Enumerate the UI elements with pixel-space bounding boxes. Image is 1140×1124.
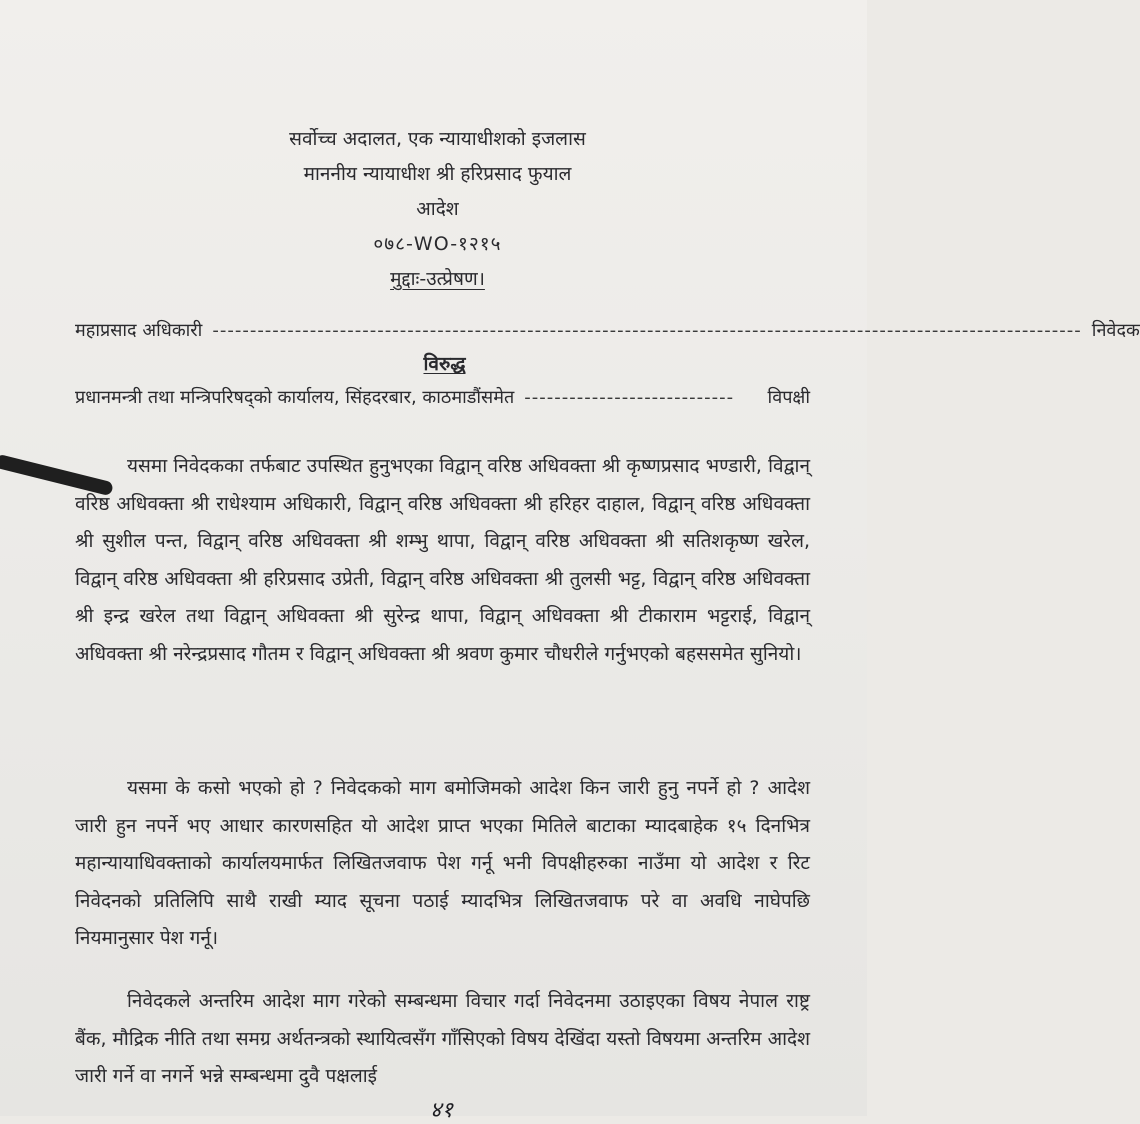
order-header <box>0 122 867 297</box>
paragraph-order: यसमा के कसो भएको हो ? निवेदकको माग बमोजिमको आदेश किन जारी हुनु नपर्ने हो ? आदेश जारी हुन नपर्ने भए आधार कारणसहित यो आदेश प्राप्त भएका मितिले बाटाका म्यादबाहेक १५ दिनभित्र महान्यायाधिवक्ताको कार्यालयमार्फत लिखितजवाफ पेश गर्नू भनी विपक्षीहरुका नाउँमा यो आदेश र रिट निवेदनको प्रतिलिपि साथै राखी म्याद सूचना पठाई म्यादभित्र लिखितजवाफ परे वा अवधि नाघेपछि नियमानुसार पेश गर्नू। <box>75 777 810 949</box>
respondent-name: प्रधानमन्त्री तथा मन्त्रिपरिषद्को कार्यालय, सिंहदरबार, काठमाडौंसमेत <box>75 387 515 408</box>
handwritten-page-number: ४१ <box>430 1098 453 1123</box>
respondent-role: विपक्षी <box>767 387 810 408</box>
versus-heading <box>0 350 867 376</box>
petitioner-dashes: -------------------------------------------------------------------------------------------------------------------- <box>212 320 1082 341</box>
respondent-dashes: ---------------------------- <box>524 387 735 408</box>
petitioner-row <box>75 318 1140 342</box>
court-name: सर्वोच्च अदालत, एक न्यायाधीशको इजलास <box>289 128 586 150</box>
order-title: आदेश <box>416 198 459 220</box>
petitioner-name: महाप्रसाद अधिकारी <box>75 320 203 341</box>
paragraph-interim: निवेदकले अन्तरिम आदेश माग गरेको सम्बन्धमा विचार गर्दा निवेदनमा उठाइएका विषय नेपाल राष्ट्र बैंक, मौद्रिक नीति तथा समग्र अर्थतन्त्रको स्थायित्वसँग गाँसिएको विषय देखिंदा यस्तो विषयमा अन्तरिम आदेश जारी गर्ने वा नगर्ने भन्ने सम्बन्धमा दुवै पक्षलाई <box>75 990 810 1087</box>
paragraph-hearing: यसमा निवेदकका तर्फबाट उपस्थित हुनुभएका विद्वान् वरिष्ठ अधिवक्ता श्री कृष्णप्रसाद भण्डारी, विद्वान् वरिष्ठ अधिवक्ता श्री राधेश्याम अधिकारी, विद्वान् वरिष्ठ अधिवक्ता श्री हरिहर दाहाल, विद्वान् वरिष्ठ अधिवक्ता श्री सुशील पन्त, विद्वान् वरिष्ठ अधिवक्ता श्री शम्भु थापा, विद्वान् वरिष्ठ अधिवक्ता श्री सतिशकृष्ण खरेल, विद्वान् वरिष्ठ अधिवक्ता श्री हरिप्रसाद उप्रेती, विद्वान् वरिष्ठ अधिवक्ता श्री तुलसी भट्ट, विद्वान् वरिष्ठ अधिवक्ता श्री इन्द्र खरेल तथा विद्वान् अधिवक्ता श्री सुरेन्द्र थापा, विद्वान् अधिवक्ता श्री टीकाराम भट्टराई, विद्वान् अधिवक्ता श्री नरेन्द्रप्रसाद गौतम र विद्वान् अधिवक्ता श्री श्रवण कुमार चौधरीले गर्नुभएको बहससमेत सुनियो। <box>75 455 810 665</box>
versus-label: विरुद्ध <box>423 353 466 375</box>
petitioner-role: निवेदक <box>1091 320 1140 341</box>
judge-name: माननीय न्यायाधीश श्री हरिप्रसाद फुयाल <box>303 163 572 185</box>
respondent-row <box>75 385 810 409</box>
case-number: ०७८-WO-१२१५ <box>373 233 502 255</box>
case-subject: मुद्दाः-उत्प्रेषण। <box>390 268 485 290</box>
